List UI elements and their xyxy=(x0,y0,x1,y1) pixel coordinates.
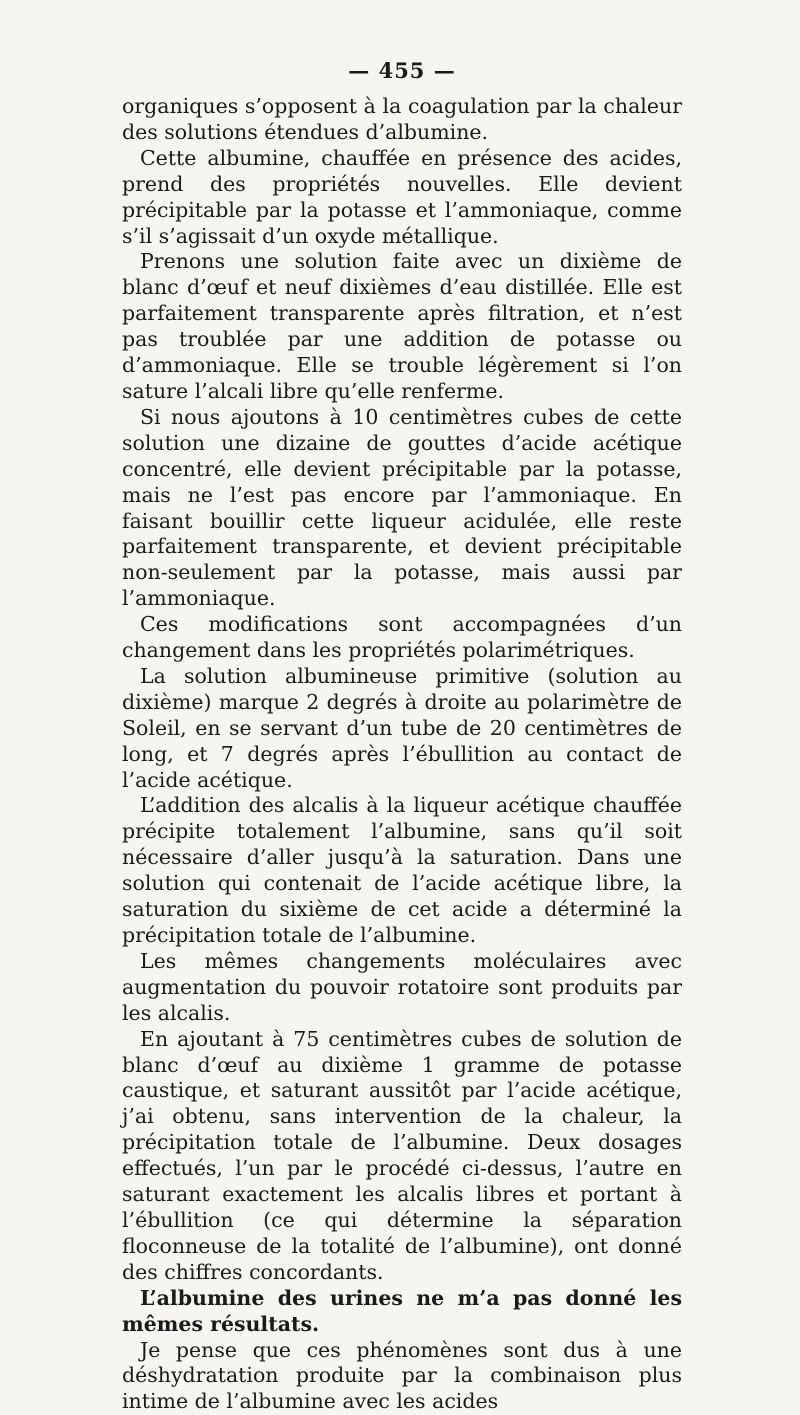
paragraph-11: Je pense que ces phénomènes sont dus à une déshydratation produite par la combinaison plus intime de l’albumine avec les acides xyxy=(122,1338,682,1415)
paragraph-3: Prenons une solution faite avec un dixième de blanc d’œuf et neuf dixièmes d’eau distillée. Elle est parfaitement transparente après filtration, et n’est pas troublée par une addition de potasse ou d’ammoniaque. Elle se trouble légèrement si l’on sature l’alcali libre qu’elle renferme. xyxy=(122,249,682,404)
page-number: — 455 — xyxy=(122,58,682,86)
paragraph-4: Si nous ajoutons à 10 centimètres cubes de cette solution une dizaine de gouttes d’acide acétique concentré, elle devient précipitable par la potasse, mais ne l’est pas encore par l’ammoniaque. En faisant bouillir cette liqueur acidulée, elle reste parfaitement transparente, et devient précipitable non-seulement par la potasse, mais aussi par l’ammoniaque. xyxy=(122,405,682,612)
body-text xyxy=(122,94,682,1415)
paragraph-2: Cette albumine, chauffée en présence des acides, prend des propriétés nouvelles. Elle devient précipitable par la potasse et l’ammoniaque, comme s’il s’agissait d’un oxyde métallique. xyxy=(122,146,682,250)
paragraph-8: Les mêmes changements moléculaires avec augmentation du pouvoir rotatoire sont produits par les alcalis. xyxy=(122,949,682,1027)
paragraph-5: Ces modifications sont accompagnées d’un changement dans les propriétés polarimétriques. xyxy=(122,612,682,664)
paragraph-1: organiques s’opposent à la coagulation par la chaleur des solutions étendues d’albumine. xyxy=(122,94,682,146)
paragraph-7: L’addition des alcalis à la liqueur acétique chauffée précipite totalement l’albumine, sans qu’il soit nécessaire d’aller jusqu’à la saturation. Dans une solution qui contenait de l’acide acétique libre, la saturation du sixième de cet acide a déterminé la précipitation totale de l’albumine. xyxy=(122,793,682,948)
paragraph-10: L’albumine des urines ne m’a pas donné les mêmes résultats. xyxy=(122,1286,682,1338)
paragraph-9: En ajoutant à 75 centimètres cubes de solution de blanc d’œuf au dixième 1 gramme de potasse caustique, et saturant aussitôt par l’acide acétique, j’ai obtenu, sans intervention de la chaleur, la précipitation totale de l’albumine. Deux dosages effectués, l’un par le procédé ci-dessus, l’autre en saturant exactement les alcalis libres et portant à l’ébullition (ce qui détermine la séparation floconneuse de la totalité de l’albumine), ont donné des chiffres concordants. xyxy=(122,1027,682,1286)
paragraph-6: La solution albumineuse primitive (solution au dixième) marque 2 degrés à droite au polarimètre de Soleil, en se servant d’un tube de 20 centimètres de long, et 7 degrés après l’ébullition au contact de l’acide acétique. xyxy=(122,664,682,794)
